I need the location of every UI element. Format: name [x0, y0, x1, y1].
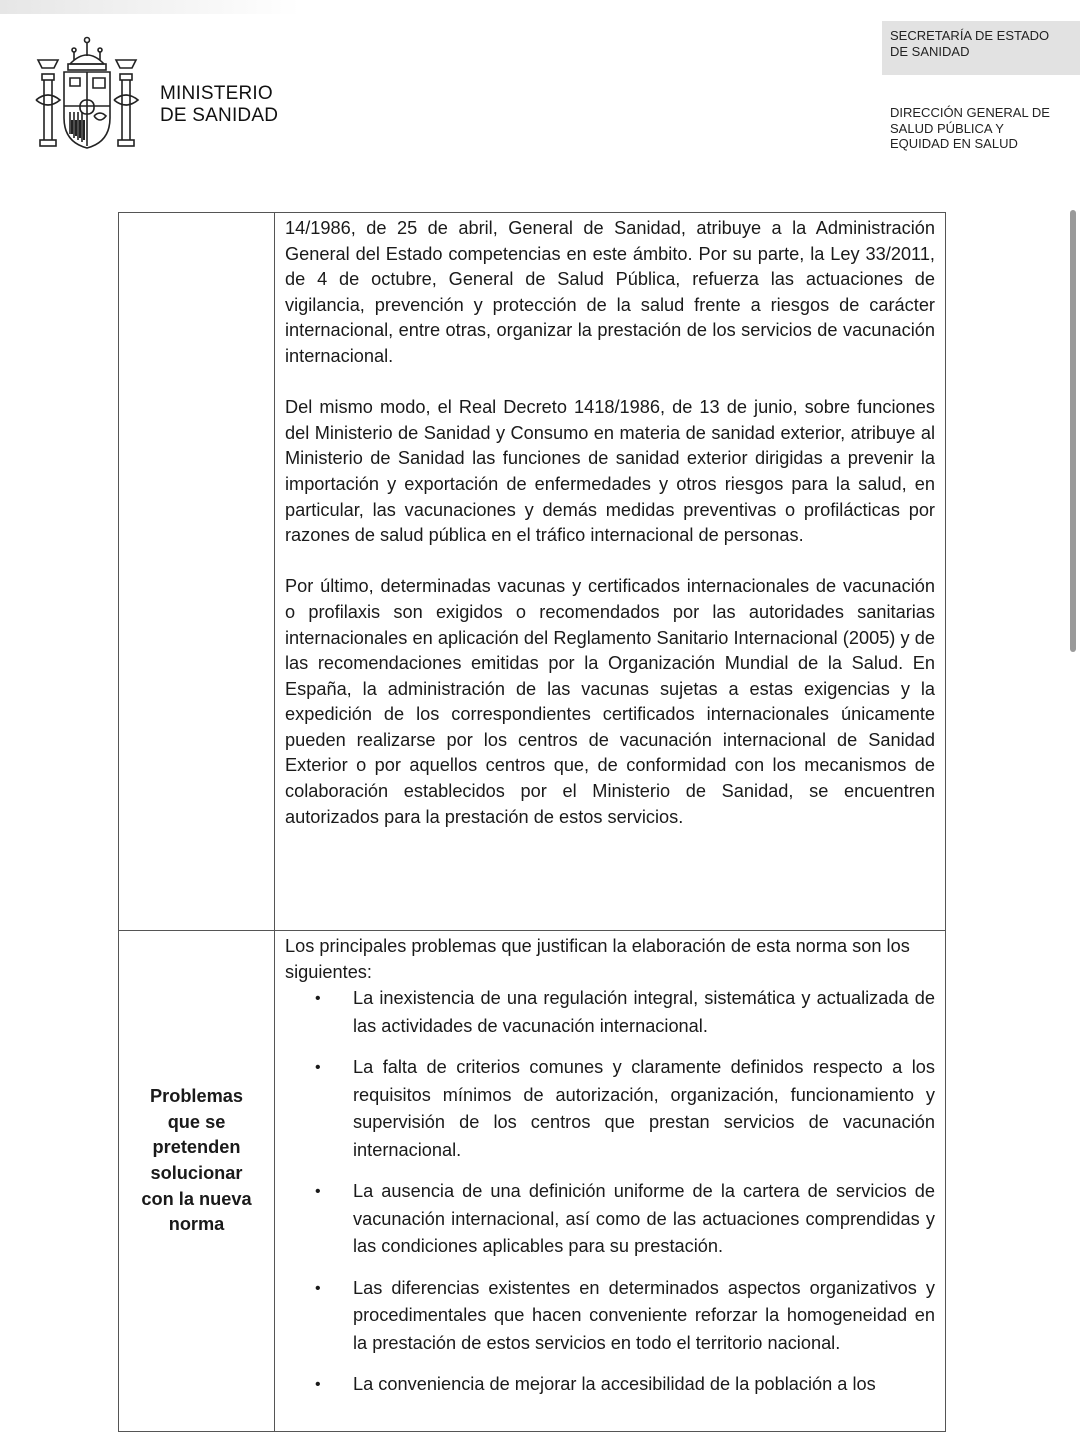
ministry-line-1: MINISTERIO: [160, 83, 273, 104]
list-item: [285, 1371, 935, 1399]
row-label-line: con la nueva: [141, 1188, 252, 1209]
direccion-line-1: DIRECCIÓN GENERAL DE: [890, 105, 1050, 120]
row-label-cell: [119, 213, 275, 931]
bullet-icon: •: [315, 1183, 321, 1201]
bullet-icon: •: [315, 1279, 321, 1297]
list-item-text: La falta de criterios comunes y claramente definidos respecto a los requisitos mínimos de autorización, organización, funcionamiento y supervisión de los centros que prestan servicios de vacunación internacional.: [353, 1057, 935, 1160]
paragraph: 14/1986, de 25 de abril, General de Sanidad, atribuye a la Administración General del Estado competencias en este ámbito. Por su parte, la Ley 33/2011, de 4 de octubre, General de Salud Pública, refuerza las actuaciones de vigilancia, prevención y protección de la salud frente a riesgos de carácter internacional, entre otras, organizar la prestación de los servicios de vacunación internacional.: [285, 218, 935, 366]
table-row: [119, 931, 946, 1432]
row-label-line: norma: [168, 1214, 225, 1235]
list-item: [285, 1054, 935, 1164]
row-content-cell: [275, 931, 946, 1432]
intro-text: Los principales problemas que justifican la elaboración de esta norma son los siguientes:: [285, 936, 910, 982]
direccion-line-3: EQUIDAD EN SALUD: [890, 136, 1018, 151]
list-item: [285, 1178, 935, 1261]
paragraph: Por último, determinadas vacunas y certificados internacionales de vacunación o profilaxis son exigidos o recomendados por las autoridades sanitarias internacionales en aplicación del Reglamento Sanitario Internacional (2005) y de las recomendaciones emitidas por la Organización Mundial de la Salud. En España, la administración de las vacunas sujetas a estas exigencias y la expedición de los correspondientes certificados internacionales únicamente pueden realizarse por los centros de vacunación internacional de Sanidad Exterior o por aquellos centros que, de conformidad con los mecanismos de colaboración establecidos por el Ministerio de Sanidad, se encuentren autorizados para la prestación de estos servicios.: [285, 576, 935, 827]
bullet-icon: •: [315, 990, 321, 1008]
row-label-line: pretenden: [152, 1137, 241, 1158]
row-label: [120, 1084, 273, 1238]
list-item: [285, 1275, 935, 1358]
row-content-cell: [275, 213, 946, 931]
ministry-name: [160, 83, 278, 127]
direccion-general: [890, 105, 1070, 152]
direccion-line-2: SALUD PÚBLICA Y: [890, 120, 1004, 136]
scrollbar-thumb[interactable]: [1070, 210, 1076, 652]
coat-of-arms-icon: [34, 34, 140, 156]
secretaria-box: [882, 21, 1080, 75]
paragraph: Del mismo modo, el Real Decreto 1418/1986, de 13 de junio, sobre funciones del Ministerio de Sanidad y Consumo en materia de sanidad exterior, atribuye al Ministerio de Sanidad las funciones de sanidad exterior dirigidas a prevenir la importación y exportación de enfermedades y otros riesgos para la salud, en particular, las vacunaciones y demás medidas preventivas o profilácticas por razones de salud pública en el tráfico internacional de personas.: [285, 397, 935, 546]
secretaria-line-1: SECRETARÍA DE ESTADO: [890, 28, 1050, 43]
top-shadow: [0, 0, 300, 14]
list-item-text: Las diferencias existentes en determinados aspectos organizativos y procedimentales que hacen conveniente reforzar la homogeneidad en la prestación de estos servicios en todo el territorio nacional.: [353, 1277, 935, 1353]
list-item-text: La inexistencia de una regulación integral, sistemática y actualizada de las actividades de vacunación internacional.: [353, 988, 935, 1036]
content-table: [118, 212, 946, 1432]
secretaria-line-2: DE SANIDAD: [890, 44, 970, 59]
row-label-line: que se: [167, 1111, 226, 1132]
list-item-text: La ausencia de una definición uniforme de la cartera de servicios de vacunación internacional, así como de las actuaciones comprendidas y las condiciones aplicables para su prestación.: [353, 1181, 935, 1257]
row-label-line: Problemas: [150, 1086, 243, 1107]
bullet-icon: •: [315, 1376, 321, 1394]
table-row: [119, 213, 946, 931]
ministry-line-2: DE SANIDAD: [160, 105, 279, 126]
row-label-line: solucionar: [150, 1163, 243, 1183]
row-label-cell: [119, 931, 275, 1432]
list-item-text: La conveniencia de mejorar la accesibilidad de la población a los: [353, 1374, 876, 1395]
problems-list: [285, 985, 935, 1399]
list-item: [285, 985, 935, 1040]
bullet-icon: •: [315, 1059, 321, 1077]
